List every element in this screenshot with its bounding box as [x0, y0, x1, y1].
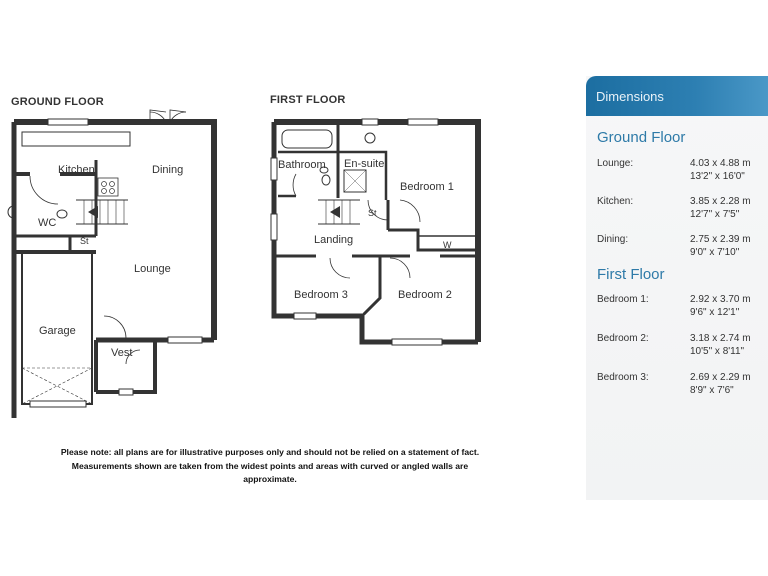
dimension-room-name: Bedroom 3: — [597, 372, 649, 383]
room-label-first-store: St — [368, 208, 377, 218]
dimension-imperial: 12'7" x 7'5" — [690, 209, 740, 220]
ground-floor-section-title: Ground Floor — [597, 129, 686, 146]
room-label-kitchen: Kitchen — [58, 164, 95, 176]
dimension-row-dining — [597, 234, 767, 264]
dimension-room-name: Dining: — [597, 234, 629, 245]
room-label-ensuite: En-suite — [344, 158, 385, 170]
disclaimer-text — [40, 446, 500, 487]
dimension-row-bedroom2 — [597, 333, 767, 363]
dimension-imperial: 13'2" x 16'0" — [690, 171, 745, 182]
room-label-bathroom: Bathroom — [278, 159, 326, 171]
dimensions-header — [586, 76, 768, 116]
room-label-lounge: Lounge — [134, 263, 171, 275]
first-floor-title: FIRST FLOOR — [270, 94, 346, 106]
dimension-row-bedroom1 — [597, 294, 767, 324]
dimension-room-name: Bedroom 2: — [597, 333, 649, 344]
dimensions-header-label: Dimensions — [596, 89, 664, 104]
room-label-dining: Dining — [152, 164, 184, 176]
ground-floor-title: GROUND FLOOR — [11, 96, 104, 108]
dimension-imperial: 9'0" x 7'10" — [690, 247, 740, 258]
dimension-metric: 2.75 x 2.39 m — [690, 234, 751, 245]
room-label-bedroom1: Bedroom 1 — [400, 181, 454, 193]
dimension-row-lounge — [597, 158, 767, 188]
ground-floor-plan — [8, 110, 214, 418]
room-label-garage: Garage — [39, 325, 76, 337]
dimension-room-name: Kitchen: — [597, 196, 634, 207]
room-label-ground-store: St — [80, 236, 89, 246]
dimension-row-kitchen — [597, 196, 767, 226]
dimension-metric: 3.18 x 2.74 m — [690, 333, 751, 344]
dimension-imperial: 10'5" x 8'11" — [690, 346, 745, 357]
disclaimer-line-2: Measurements shown are taken from the widest points and areas with curved or angled walls are — [71, 460, 469, 471]
dimension-room-name: Bedroom 1: — [597, 294, 649, 305]
room-label-bedroom3: Bedroom 3 — [294, 289, 348, 301]
room-label-wc: WC — [38, 217, 57, 229]
first-floor-plan — [271, 119, 478, 345]
dimension-metric: 2.92 x 3.70 m — [690, 294, 751, 305]
dimension-metric: 3.85 x 2.28 m — [690, 196, 751, 207]
dimension-metric: 4.03 x 4.88 m — [690, 158, 751, 169]
room-label-vestibule: Vest — [111, 347, 133, 359]
room-label-landing: Landing — [314, 234, 354, 246]
dimension-metric: 2.69 x 2.29 m — [690, 372, 751, 383]
room-label-wardrobe: W — [443, 240, 452, 250]
dimension-imperial: 9'6" x 12'1" — [690, 307, 740, 318]
dimension-row-bedroom3 — [597, 372, 767, 402]
first-floor-section-title: First Floor — [597, 266, 665, 283]
disclaimer-line-1: Please note: all plans are for illustrative purposes only and should not be relied on a statement of fact. — [60, 447, 480, 457]
dimension-imperial: 8'9" x 7'6" — [690, 385, 734, 396]
dimension-room-name: Lounge: — [597, 158, 634, 169]
dimensions-panel — [586, 76, 768, 500]
room-label-bedroom2: Bedroom 2 — [398, 289, 452, 301]
disclaimer-line-3: approximate. — [243, 474, 297, 484]
